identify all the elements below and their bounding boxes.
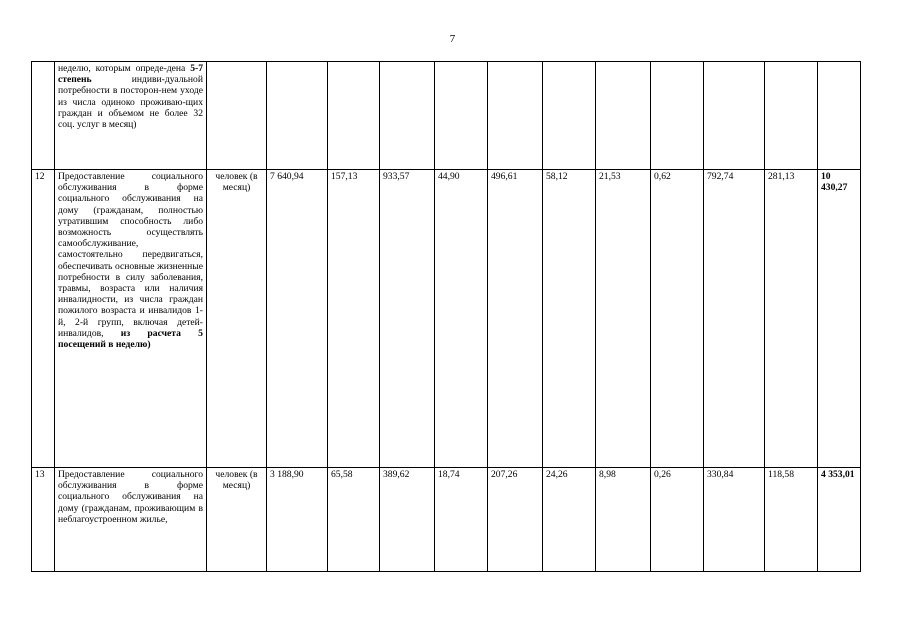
value-cell [267,62,328,170]
table-body [32,62,861,572]
value-cell: 44,90 [435,170,488,468]
value-cell: 21,53 [596,170,651,468]
value-cell: 330,84 [704,468,765,572]
value-cell: 58,12 [543,170,596,468]
value-cell: 118,58 [765,468,818,572]
total-value-cell: 10 430,27 [818,170,861,468]
service-description-cell [55,62,207,170]
tariff-table [31,61,861,572]
value-cell: 157,13 [328,170,380,468]
value-cell [704,62,765,170]
value-cell [765,62,818,170]
value-cell [543,62,596,170]
value-cell [328,62,380,170]
unit-cell: человек (в месяц) [207,170,267,468]
description-bold-text: из расчета 5 посещений в неделю) [58,327,203,351]
total-value-cell: 4 353,01 [818,468,861,572]
page-number: 7 [449,33,456,45]
description-text: неделю, которым опреде-дена [58,63,191,74]
value-cell: 65,58 [328,468,380,572]
value-cell [596,62,651,170]
unit-cell [207,62,267,170]
value-cell: 3 188,90 [267,468,328,572]
description-text: индиви-дуальной потребности в посторон-нем уходе из числа одиноко проживаю-щих граждан и объемом не более 32 соц. услуг в месяц) [58,74,203,131]
value-cell: 18,74 [435,468,488,572]
row-number-cell [32,62,55,170]
value-cell [435,62,488,170]
description-bold-text: 5-7 степень [58,63,203,86]
value-cell: 0,26 [651,468,704,572]
value-cell: 496,61 [488,170,543,468]
table-row [32,62,861,170]
row-number-cell: 13 [32,468,55,572]
table-row [32,170,861,468]
value-cell: 792,74 [704,170,765,468]
value-cell: 933,57 [380,170,435,468]
value-cell: 207,26 [488,468,543,572]
value-cell [488,62,543,170]
row-number-cell: 12 [32,170,55,468]
value-cell: 8,98 [596,468,651,572]
value-cell: 7 640,94 [267,170,328,468]
description-text: Предоставление социального обслуживания в форме социального обслуживания на дому (гражданам, проживающим в неблагоустроенном жилье, [58,469,203,525]
value-cell [380,62,435,170]
value-cell: 0,62 [651,170,704,468]
value-cell: 281,13 [765,170,818,468]
value-cell: 24,26 [543,468,596,572]
service-description-cell [55,468,207,572]
value-cell: 389,62 [380,468,435,572]
table-row [32,468,861,572]
description-text: Предоставление социального обслуживания в форме социального обслуживания на дому (гражданам, полностью утратившим способность либо возможность осуществлять самообслуживание, самостоятельно передвигаться, обеспечивать основные жизненные потребности в силу заболевания, травмы, возраста или наличия инвалидности, из числа граждан пожилого возраста и инвалидов 1-й, 2-й групп, включая детей-инвалидов, [58,171,203,339]
value-cell [651,62,704,170]
total-value-cell [818,62,861,170]
unit-cell: человек (в месяц) [207,468,267,572]
service-description-cell [55,170,207,468]
